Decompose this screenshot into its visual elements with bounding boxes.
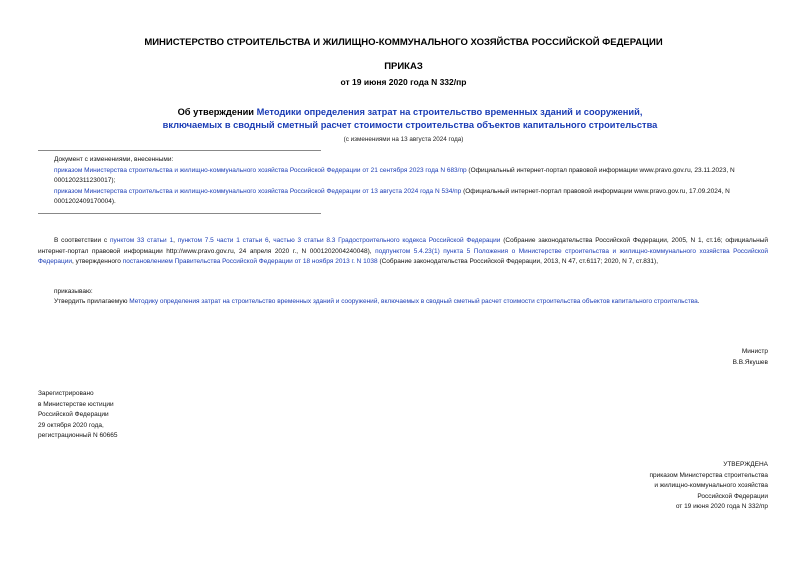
approve-suffix: . (697, 298, 700, 305)
amendments-block (54, 155, 768, 208)
approve-prefix: Утвердить прилагаемую (54, 298, 130, 305)
amendment-link-2024[interactable]: приказом Министерства строительства и жилищно-коммунального хозяйства Российской Федерации от 13 августа 2024 года N 534/пр (54, 187, 462, 195)
divider-top (38, 150, 321, 151)
title-prefix: Об утверждении (177, 107, 257, 117)
basis-text: В соответствии с (54, 237, 110, 244)
link-urban-code[interactable]: частью 3 статьи 8.3 Градостроительного кодекса Российской Федерации (273, 237, 501, 244)
amendment-item (54, 187, 768, 208)
amendment-link-2023[interactable]: приказом Министерства строительства и жилищно-коммунального хозяйства Российской Федерации от 21 сентября 2023 года N 683/пр (54, 166, 467, 174)
registration-block (38, 389, 238, 442)
order-date-number: от 19 июня 2020 года N 332/пр (340, 77, 467, 87)
basis-text: , (268, 237, 274, 244)
approve-methodology-link[interactable]: Методику определения затрат на строительство временных зданий и сооружений, включаемых в сводный сметный расчет стоимости строительства объектов капитального строительства (129, 298, 698, 305)
ministry-heading: МИНИСТЕРСТВО СТРОИТЕЛЬСТВА И ЖИЛИЩНО-КОММУНАЛЬНОГО ХОЗЯЙСТВА РОССИЙСКОЙ ФЕДЕРАЦИИ (144, 37, 663, 48)
order-verb: приказываю: (54, 288, 93, 295)
basis-text: (Собрание законодательства Российской Федерации, 2013, N 47, ст.6117; 2020, N 7, ст.831), (377, 258, 659, 266)
registration-line: Российской Федерации (38, 411, 109, 419)
approved-title: УТВЕРЖДЕНА (723, 461, 768, 468)
registration-line: в Министерстве юстиции (38, 400, 114, 408)
changes-note: (с изменениями на 13 августа 2024 года) (343, 136, 464, 143)
amendment-item (54, 166, 768, 187)
approved-line: приказом Министерства строительства (649, 471, 768, 479)
basis-text: (Собрание законодательства Российской Федерации, 2005, N 1, ст.16; официальный интернет-портал правовой информации http://www.pravo.gov.ru, 24 апреля 2020 г., N 0001202004240048), (38, 237, 768, 255)
approved-line: Российской Федерации (697, 492, 768, 500)
approved-line: от 19 июня 2020 года N 332/пр (675, 503, 768, 511)
link-ministry-regulation[interactable]: подпунктом 5.4.23(1) пункта 5 Положения о Министерстве строительства и жилищно-коммунального хозяйства Российской Федерации (38, 247, 768, 266)
basis-paragraph (38, 236, 768, 268)
approve-paragraph (38, 297, 768, 308)
registration-line: Зарегистрировано (38, 390, 94, 397)
amendments-intro: Документ с изменениями, внесенными: (54, 156, 174, 163)
document-type: ПРИКАЗ (384, 61, 423, 72)
link-government-decree[interactable]: постановлением Правительства Российской Федерации от 18 ноября 2013 г. N 1038 (122, 258, 378, 266)
document-title (150, 106, 670, 132)
signature-block (560, 347, 768, 368)
registration-line: регистрационный N 60665 (38, 432, 118, 440)
link-point-7-5-article-6[interactable]: пунктом 7.5 части 1 статьи 6 (177, 237, 269, 244)
basis-text: , (173, 237, 178, 244)
approved-block (540, 460, 768, 513)
title-methodology-link[interactable]: Методики определения затрат на строительство временных зданий и сооружений, включаемых в сводный сметный расчет стоимости строительства объектов капитального строительства (162, 107, 658, 130)
signature-position: Министр (741, 348, 768, 355)
divider-bottom (38, 213, 321, 214)
signature-name: В.В.Якушев (732, 358, 768, 366)
amendment-source: (Официальный интернет-портал правовой информации www.pravo.gov.ru, 17.09.2024, N 0001202409170004). (54, 187, 730, 206)
amendment-source: (Официальный интернет-портал правовой информации www.pravo.gov.ru, 23.11.2023, N 0001202311230017); (54, 166, 735, 185)
link-point-33-article-1[interactable]: пунктом 33 статьи 1 (109, 237, 174, 244)
registration-line: 29 октября 2020 года, (38, 421, 104, 429)
basis-text: , утвержденного (72, 258, 123, 266)
approved-line: и жилищно-коммунального хозяйства (654, 482, 768, 490)
